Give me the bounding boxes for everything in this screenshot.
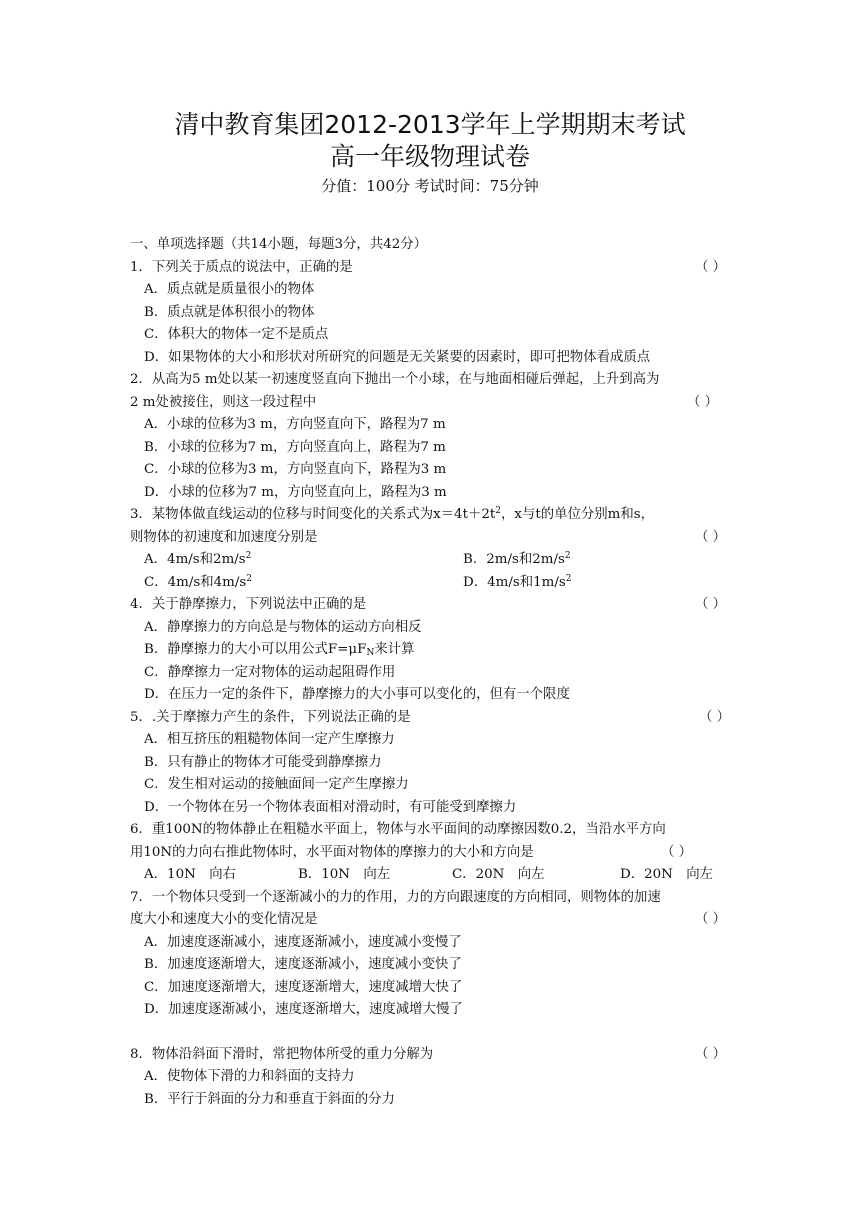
answer-bracket: （ ）: [694, 912, 726, 927]
question-4-option-b: B．静摩擦力的大小可以用公式$F=\mu F_N$来计算: [144, 642, 415, 658]
question-8-option-b: B．平行于斜面的分力和垂直于斜面的分力: [144, 1091, 395, 1107]
exam-subject-title: 高一年级物理试卷: [329, 142, 530, 171]
question-3-options-row2: [130, 572, 730, 595]
question-4-option-d: D．在压力一定的条件下，静摩擦力的大小事可以变化的，但有一个限度: [144, 687, 570, 702]
question-1-option-c: C．体积大的物体一定不是质点: [144, 327, 329, 342]
question-6-options: [130, 864, 730, 887]
question-2-option-d: D．小球的位移为7 m，方向竖直向上，路程为3 m: [144, 484, 447, 500]
question-7-option-b: B．加速度逐渐增大，速度逐渐减小，速度减小变快了: [144, 957, 462, 972]
question-3-option-d: D．4m/s和$1m/s^2$: [463, 573, 572, 590]
question-8-stem: 8．物体沿斜面下滑时，常把物体所受的重力分解为 （ ）: [130, 1044, 730, 1067]
question-6-stem-line2: 用10N的力向右推此物体时，水平面对物体的摩擦力的大小和方向是 （ ）: [130, 842, 730, 865]
question-6-stem-line1: 6．重100N的物体静止在粗糙水平面上，物体与水平面间的动摩擦因数0.2，当沿水平方向: [130, 822, 666, 837]
question-4-option-a: A．静摩擦力的方向总是与物体的运动方向相反: [144, 619, 422, 635]
question-5-option-b: B．只有静止的物体才可能受到静摩擦力: [144, 754, 382, 770]
question-list: [130, 234, 730, 1111]
question-3-options-row1: [130, 549, 730, 572]
question-7-option-d: D．加速度逐渐减小，速度逐渐增大，速度减增大慢了: [144, 1002, 463, 1017]
question-7-stem-line2: 度大小和速度大小的变化情况是 （ ）: [130, 909, 730, 932]
question-5-option-d: D．一个物体在另一个物体表面相对滑动时，有可能受到摩擦力: [144, 799, 517, 815]
question-2-option-a: A．小球的位移为3 m，方向竖直向下，路程为7 m: [144, 417, 446, 432]
question-2-option-b: B．小球的位移为7 m，方向竖直向上，路程为7 m: [144, 439, 446, 455]
question-5-option-c: C．发生相对运动的接触面间一定产生摩擦力: [144, 777, 409, 792]
answer-bracket: （ ）: [686, 394, 718, 410]
question-3-stem-line2: 则物体的初速度和加速度分别是 （ ）: [130, 527, 730, 550]
question-6-option-a: A．10N 向右: [144, 867, 236, 882]
question-1-option-b: B．质点就是体积很小的物体: [144, 304, 315, 320]
answer-bracket: （ ）: [660, 844, 692, 860]
section-title: 一、单项选择题（共14小题，每题3分，共42分）: [130, 237, 428, 252]
question-1-option-d: D．如果物体的大小和形状对所研究的问题是无关紧要的因素时，即可把物体看成质点: [144, 349, 651, 365]
question-2-option-c: C．小球的位移为3 m，方向竖直向下，路程为3 m: [144, 462, 447, 477]
question-3-option-b: B．2m/s和$2m/s^2$: [463, 551, 571, 567]
question-7-option-c: C．加速度逐渐增大，速度逐渐增大，速度减增大快了: [144, 979, 463, 995]
question-4-stem: 4．关于静摩擦力，下列说法中正确的是 （ ）: [130, 594, 730, 617]
question-6-option-c: C．20N 向左: [452, 867, 545, 882]
question-1-stem: 1．下列关于质点的说法中，正确的是 （ ）: [130, 257, 730, 280]
answer-bracket: （ ）: [694, 529, 726, 545]
question-3-option-a: A．4m/s和$2m/s^2$: [144, 551, 252, 567]
question-7-option-a: A．加速度逐渐减小，速度逐渐减小，速度减小变慢了: [144, 934, 462, 950]
question-1-option-a: A．质点就是质量很小的物体: [144, 282, 315, 297]
exam-title: 清中教育集团2012-2013学年上学期期末考试: [174, 110, 686, 139]
exam-meta: 分值：100分 考试时间：75分钟: [321, 177, 539, 195]
question-2-stem-line2: 2 m处被接住，则这一段过程中 （ ）: [130, 392, 730, 415]
question-8-option-a: A．使物体下滑的力和斜面的支持力: [144, 1069, 355, 1084]
question-7-stem-line1: 7．一个物体只受到一个逐渐减小的力的作用，力的方向跟速度的方向相同，则物体的加速: [130, 889, 661, 905]
answer-bracket: （ ）: [698, 709, 730, 725]
question-5-stem: 5．.关于摩擦力产生的条件，下列说法正确的是 （ ）: [130, 707, 730, 730]
question-6-option-d: D．20N 向左: [620, 867, 714, 882]
question-4-option-c: C．静摩擦力一定对物体的运动起阻碍作用: [144, 664, 396, 680]
question-2-stem-line1: 2．从高为5 m处以某一初速度竖直向下抛出一个小球，在与地面相碰后弹起，上升到高为: [130, 372, 660, 387]
answer-bracket: （ ）: [694, 1046, 726, 1062]
question-5-option-a: A．相互挤压的粗糙物体间一定产生摩擦力: [144, 732, 395, 747]
question-6-option-b: B．10N 向左: [298, 867, 391, 882]
spacer: [130, 1022, 730, 1044]
question-3-stem-line1: 3．某物体做直线运动的位移与时间变化的关系式为$x=4t+2t^2$，x与t的单位分别m和s，: [130, 506, 655, 522]
answer-bracket: （ ）: [694, 259, 726, 275]
question-3-option-c: C．4m/s和$4m/s^2$: [144, 573, 252, 590]
answer-bracket: （ ）: [694, 597, 726, 612]
